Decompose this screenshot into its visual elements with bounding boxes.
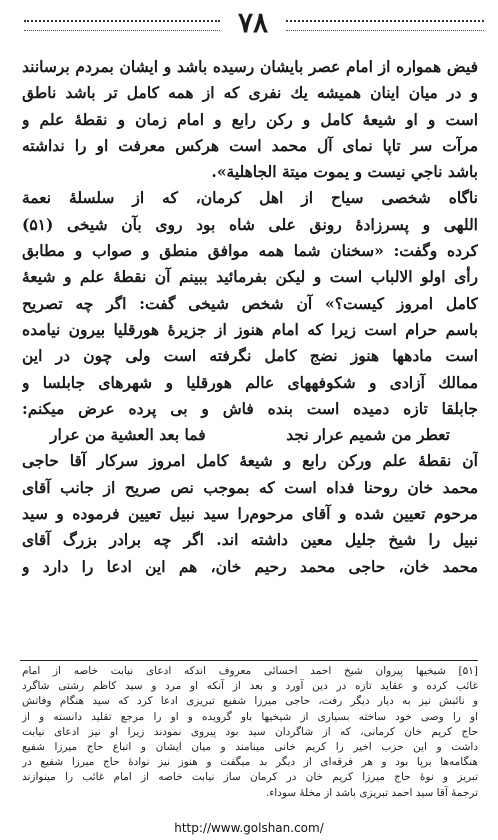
text-line: رأی اولو الالباب است و لیكن بفرمائید ببینم آن نقطهٔ علم و شیعهٔ — [22, 267, 478, 287]
text-line: ممالك آزادی و شكوفههای عالم هورقلیا و شهرهای جابلسا و — [22, 372, 478, 392]
footnote-line: او را وصی خود ساخته بسیاری از شیخیها باو گرویده و او را مرجع تقلید دانسته و از — [22, 710, 478, 723]
text-line: كامل امروز كیست؟» آن شخص شیخی گفت: اگر چه تصریح — [22, 293, 478, 313]
verse-hemistich-second: فما بعد العشیة من عرار — [50, 425, 206, 445]
text-line: جابلقا تازه دمیده است بنده فاش و بی پرده عرض میكنم: — [22, 398, 478, 418]
footnote-line: هنگامه‌ها برپا بود و هر فرقه‌ای از دیگر بد میگفت و هنوز نیز نوادهٔ حاج میرزا شفیع در — [22, 756, 478, 769]
footnote-line: غائب کرده و عقاید تازه در دین آورد و بعد از آنكه او مرد و سید كاظم رشتی شاگرد — [22, 680, 478, 693]
footnote-line: تبریز و نوهٔ حاج میرزا كریم خان در كرمان ساز نیابت خاصه از امام غائب را مینوازند — [22, 771, 478, 784]
text-line: اللهی و پسرزادهٔ رونق علی شاه بود روی بآن شیخی (۵۱) — [22, 214, 478, 234]
text-line: محمد خان، حاجی محمد رحیم خان، هم این ادعا را دارد و — [22, 556, 478, 576]
footnote-line: و نائبش نیز به دیار دیگر رفت، حاجی میرزا شفیع تبریزی ادعا كرد كه سید هنگام وفاتش — [22, 695, 478, 708]
footnote-line: [۵۱] شیخیها پیروان شیخ احمد احسائی معروف اندكه ادعای نیابت خاصه از امام — [22, 665, 478, 677]
poetry-verse — [22, 422, 478, 448]
text-line: مرآت سر تاپا نمای آل محمد است هركس معرفت او را نداشته — [22, 135, 478, 155]
text-line: فیض همواره از امام عصر بایشان رسیده باشد و ایشان بمردم برسانند — [22, 57, 478, 76]
text-line: نبیل را شیخ جلیل معین داشته اند. اگر چه برادر بزرگ آقای — [22, 530, 478, 550]
page-number: ٧٨ — [237, 6, 269, 39]
text-line: باسم حرام است زیرا كه امام هنوز از جزیرهٔ هورقلیا بیرون نیامده — [22, 319, 478, 339]
header-ornament-left — [24, 20, 220, 31]
footnote-divider — [20, 660, 478, 661]
text-line: ناگاه شخصی سیاح از اهل كرمان، كه از سلسلهٔ نعمة — [22, 188, 478, 208]
text-line: مرحوم تعیین شده و آقای مرحوم‌را سید نبیل تعیین فرموده و سید — [22, 504, 478, 524]
main-text — [22, 54, 478, 580]
text-line: است مادهها هنوز نضج كامل نگرفته است ولی چون در این — [22, 346, 478, 366]
footnotes — [22, 664, 478, 801]
text-line: محمد خان روحنا فداه است كه بموجب نص صریح از جانب آقای — [22, 477, 478, 497]
footnote-line: ترجمهٔ آقا سید احمد تبریزی باشد از مخلهٔ سوداء. — [265, 786, 478, 799]
text-line: آن نقطهٔ علم وركن رابع و شیعهٔ كامل امروز سركار آقا حاجی — [22, 451, 478, 471]
text-line: باشد ناجي نيست و يموت ميتة الجاهلية». — [211, 162, 478, 182]
footnote-line: حاج كریم خان كرمانی، كه از شاگردان سید بود پیروی نمودند زیرا او نیز ادعای نیابت — [22, 725, 478, 738]
text-line: كرده وگفت: «سخنان شما همه موافق منطق و صواب و مطابق — [22, 241, 478, 261]
verse-hemistich-first: تعطر من شمیم عرار نجد — [286, 425, 450, 445]
text-line: و در میان اینان همیشه یك نفری كه از همه كامل تر باشد ناطق — [22, 83, 478, 103]
text-line: است و او شیعهٔ كامل و ركن رابع و امام زمان و نقطهٔ علم و — [22, 109, 478, 129]
footnote-line: داشت و این حزب اخیر را كریم خانی مینامند و میان ایشان و اتباع حاج میرزا شفیع — [22, 740, 478, 753]
website-url[interactable]: http://www.golshan.com/ — [174, 821, 324, 835]
header-ornament-right — [286, 20, 484, 31]
